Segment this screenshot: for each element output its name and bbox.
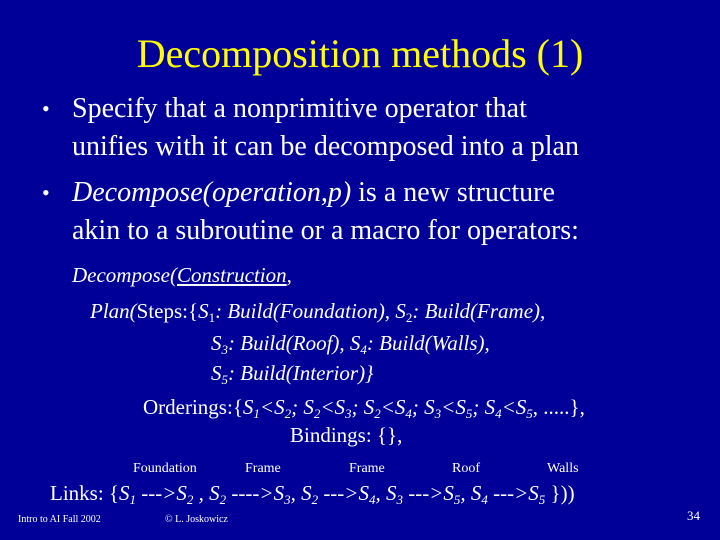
link-label-frame-1: Frame [245, 461, 281, 476]
steps-label: Steps:{ [136, 299, 199, 323]
links-tail: })) [545, 481, 575, 505]
link-label-walls: Walls [547, 461, 579, 476]
comma: , [286, 263, 292, 287]
orderings-label: Orderings:{ [143, 395, 243, 419]
orderings-tail: , .....}, [532, 395, 585, 419]
footer-author: © L. Joskowicz [165, 514, 228, 525]
plan-steps-line-3: $S_5$: Build(Interior)} [211, 361, 374, 387]
step-name: S [363, 395, 375, 419]
step-name: S [395, 299, 406, 323]
step-name: S [274, 395, 285, 419]
link-label-frame-2: Frame [349, 461, 385, 476]
link-label-roof: Roof [452, 461, 480, 476]
colon: : [366, 331, 380, 355]
step-name: S [119, 481, 130, 505]
step-name: S [198, 299, 209, 323]
step-name: S [211, 361, 222, 385]
links-label: Links: { [50, 481, 119, 505]
link-label-foundation: Foundation [133, 461, 197, 476]
links-content: $S_1$ $--->S_2$ , $S_2$ $---->S_3$, $S_2$ $--->S_4$, $S_3$ $--->S_5$, $S_4$ $--->S_5$ [119, 481, 546, 507]
step-name: S [334, 395, 345, 419]
step-name: S [273, 481, 285, 505]
bullet-1-line-2: unifies with it can be decomposed into a plan [72, 131, 579, 162]
step-name: S [528, 481, 539, 505]
step-name: S [443, 481, 454, 505]
colon: : [215, 299, 228, 323]
bindings-line: Bindings: {}, [290, 423, 403, 447]
colon: : [412, 299, 425, 323]
step-name: S [470, 481, 482, 505]
bullet-marker: • [42, 180, 50, 205]
footer-course: Intro to AI Fall 2002 [18, 514, 101, 525]
bullet-2-line-1 [72, 176, 555, 210]
step-name: S [242, 395, 254, 419]
orderings-line [143, 394, 585, 423]
step-build-foundation: Build(Foundation), [227, 299, 396, 323]
step-name: S [515, 395, 527, 419]
step-build-frame: Build(Frame), [424, 299, 546, 323]
construction-operator: Construction [176, 263, 287, 287]
decompose-signature: Decompose(operation,p) [72, 177, 352, 208]
step-name: S [484, 395, 496, 419]
step-name: S [301, 481, 312, 505]
step-build-walls: Build(Walls), [379, 331, 490, 355]
step-name: S [176, 481, 187, 505]
links-line [50, 480, 575, 509]
step-name: S [209, 481, 220, 505]
step-name: S [211, 331, 222, 355]
plan-keyword: Plan( [90, 299, 137, 323]
plan-steps-line-1: $Plan(Steps:\{S_1$: Build(Foundation), $S_2$: Build(Frame), [90, 299, 546, 325]
bullet-2-text: is a new structure [351, 177, 555, 208]
bullet-2-line-2: akin to a subroutine or a macro for operators: [72, 215, 579, 246]
slide-title: Decomposition methods (1) [136, 31, 584, 76]
step-name: S [455, 395, 466, 419]
step-name: S [385, 481, 397, 505]
step-name: S [303, 395, 314, 419]
bullet-1-line-1: Specify that a nonprimitive operator that [72, 93, 527, 124]
step-name: S [349, 331, 361, 355]
orderings-constraints: $S_1<S_2$; $S_2<S_3$; $S_2<S_4$; $S_3<S_5$; $S_4<S_5$ [242, 395, 533, 421]
step-name: S [394, 395, 406, 419]
step-build-roof: Build(Roof), [240, 331, 350, 355]
page-number: 34 [687, 508, 700, 523]
decompose-head [72, 262, 292, 288]
decompose-keyword: Decompose( [72, 263, 177, 287]
step-name: S [424, 395, 435, 419]
step-build-interior: Build(Interior)} [240, 361, 374, 385]
colon: : [228, 331, 241, 355]
bullet-marker: • [42, 96, 50, 121]
step-name: S [358, 481, 369, 505]
colon: : [228, 361, 241, 385]
plan-steps-line-2: $S_3$: Build(Roof), $S_4$: Build(Walls), [211, 331, 490, 357]
